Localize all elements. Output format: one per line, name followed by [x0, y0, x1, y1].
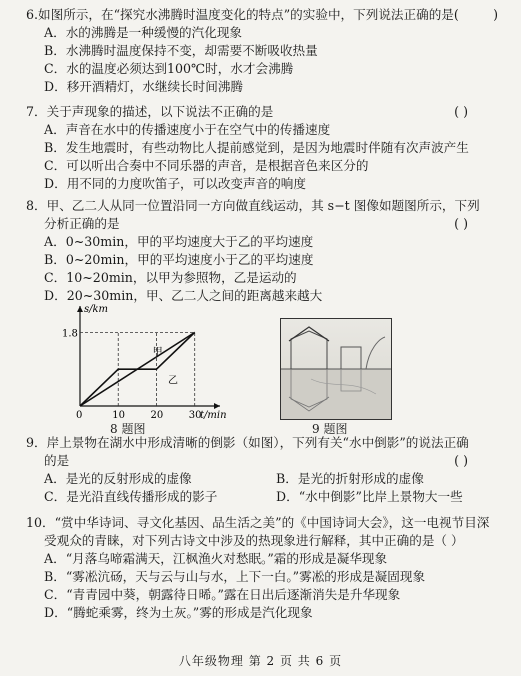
x-tick-label: 10 — [112, 410, 125, 421]
option-b: B．“雾凇沆砀，天与云与山与水，上下一白。”雾凇的形成是凝固现象 — [44, 569, 426, 584]
question-9 — [26, 434, 508, 506]
question-8-stem-line1: 8．甲、乙二人从同一位置沿同一方向做直线运动，其 s−t 图像如题图所示，下列 — [26, 198, 480, 213]
option-c: C．10~20min，以甲为参照物，乙是运动的 — [44, 270, 297, 285]
question-9-stem-line1: 9．岸上景物在湖水中形成清晰的倒影（如图），下列有关“水中倒影”的说法正确 — [26, 435, 469, 450]
question-10-stem-line2: 受观众的青睐，对下列古诗文中涉及的热现象进行解释，其中正确的是（ ） — [44, 533, 464, 548]
y-axis-arrow — [77, 306, 83, 312]
figure-8-caption: 8 题图 — [110, 422, 146, 436]
y-tick-label: 1.8 — [62, 328, 78, 340]
x-axis-label: t/min — [200, 410, 227, 421]
series-label-yi: 乙 — [167, 375, 178, 387]
lake-reflection-photo — [280, 318, 392, 420]
option-c: C．可以听出合奏中不同乐器的声音，是根据音色来区分的 — [44, 158, 369, 173]
option-c: C．是光沿直线传播形成的影子 — [44, 489, 218, 504]
question-7-stem — [26, 103, 508, 121]
y-axis-label: s/km — [84, 304, 109, 315]
option-d: D．“腾蛇乘雾，终为土灰。”雾的形成是汽化现象 — [44, 605, 313, 620]
x-axis-arrow — [214, 403, 220, 409]
option-b: B．水沸腾时温度保持不变，却需要不断吸收热量 — [44, 43, 318, 58]
answer-paren: ( ) — [454, 453, 468, 468]
option-d: D．用不同的力度吹笛子，可以改变声音的响度 — [44, 176, 306, 191]
option-d: D．移开酒精灯，水继续长时间沸腾 — [44, 79, 244, 94]
question-7 — [26, 103, 508, 193]
option-a: A．水的沸腾是一种缓慢的汽化现象 — [44, 25, 243, 40]
option-b: B．0~20min，甲的平均速度小于乙的平均速度 — [44, 252, 314, 267]
option-d: D．“水中倒影”比岸上景物大一些 — [276, 489, 463, 504]
question-9-text: 的是 — [44, 453, 70, 468]
question-10-stem-line1: 10．“赏中华诗词、寻文化基因、品生活之美”的《中国诗词大会》，这一电视节目深 — [26, 515, 490, 530]
question-6-text: 6.如图所示，在“探究水沸腾时温度变化的特点”的实验中，下列说法正确的是( — [26, 7, 459, 22]
page-footer: 八年级物理 第 2 页 共 6 页 — [178, 654, 343, 668]
x-tick-label: 0 — [76, 410, 83, 421]
option-a: A．是光的反射形成的虚像 — [44, 471, 192, 486]
question-6-stem — [26, 6, 508, 24]
question-7-text: 7．关于声现象的描述，以下说法不正确的是 — [26, 104, 274, 119]
reflection-illustration — [281, 319, 391, 419]
question-9-stem-line2 — [26, 452, 508, 470]
question-8 — [26, 197, 508, 305]
option-b: B．发生地震时，有些动物比人提前感觉到，是因为地震时伴随有次声波产生 — [44, 140, 469, 155]
answer-paren: ( ) — [454, 216, 468, 231]
option-c: C．水的温度必须达到100℃时，水才会沸腾 — [44, 61, 294, 76]
x-tick-label: 30 — [188, 410, 202, 421]
x-tick-label: 20 — [150, 410, 164, 421]
question-6 — [26, 6, 508, 96]
option-a: A．“月落乌啼霜满天，江枫渔火对愁眠。”霜的形成是凝华现象 — [44, 551, 388, 566]
answer-paren: ) — [493, 7, 498, 22]
figure-9-caption: 9 题图 — [312, 422, 348, 436]
question-8-stem-line2 — [26, 215, 508, 233]
series-label-jia: 甲 — [152, 346, 163, 358]
answer-paren: ( ) — [454, 104, 468, 119]
st-chart — [60, 304, 230, 430]
option-a: A．声音在水中的传播速度小于在空气中的传播速度 — [44, 122, 331, 137]
options-row-1 — [26, 470, 508, 488]
option-a: A．0~30min，甲的平均速度大于乙的平均速度 — [44, 234, 314, 249]
option-d: D．20~30min，甲、乙二人之间的距离越来越大 — [44, 288, 323, 303]
question-10 — [26, 514, 508, 622]
question-8-text: 分析正确的是 — [44, 216, 120, 231]
option-c: C．“青青园中葵，朝露待日晞。”露在日出后逐渐消失是升华现象 — [44, 587, 401, 602]
option-b: B．是光的折射形成的虚像 — [276, 471, 424, 486]
options-row-2 — [26, 488, 508, 506]
